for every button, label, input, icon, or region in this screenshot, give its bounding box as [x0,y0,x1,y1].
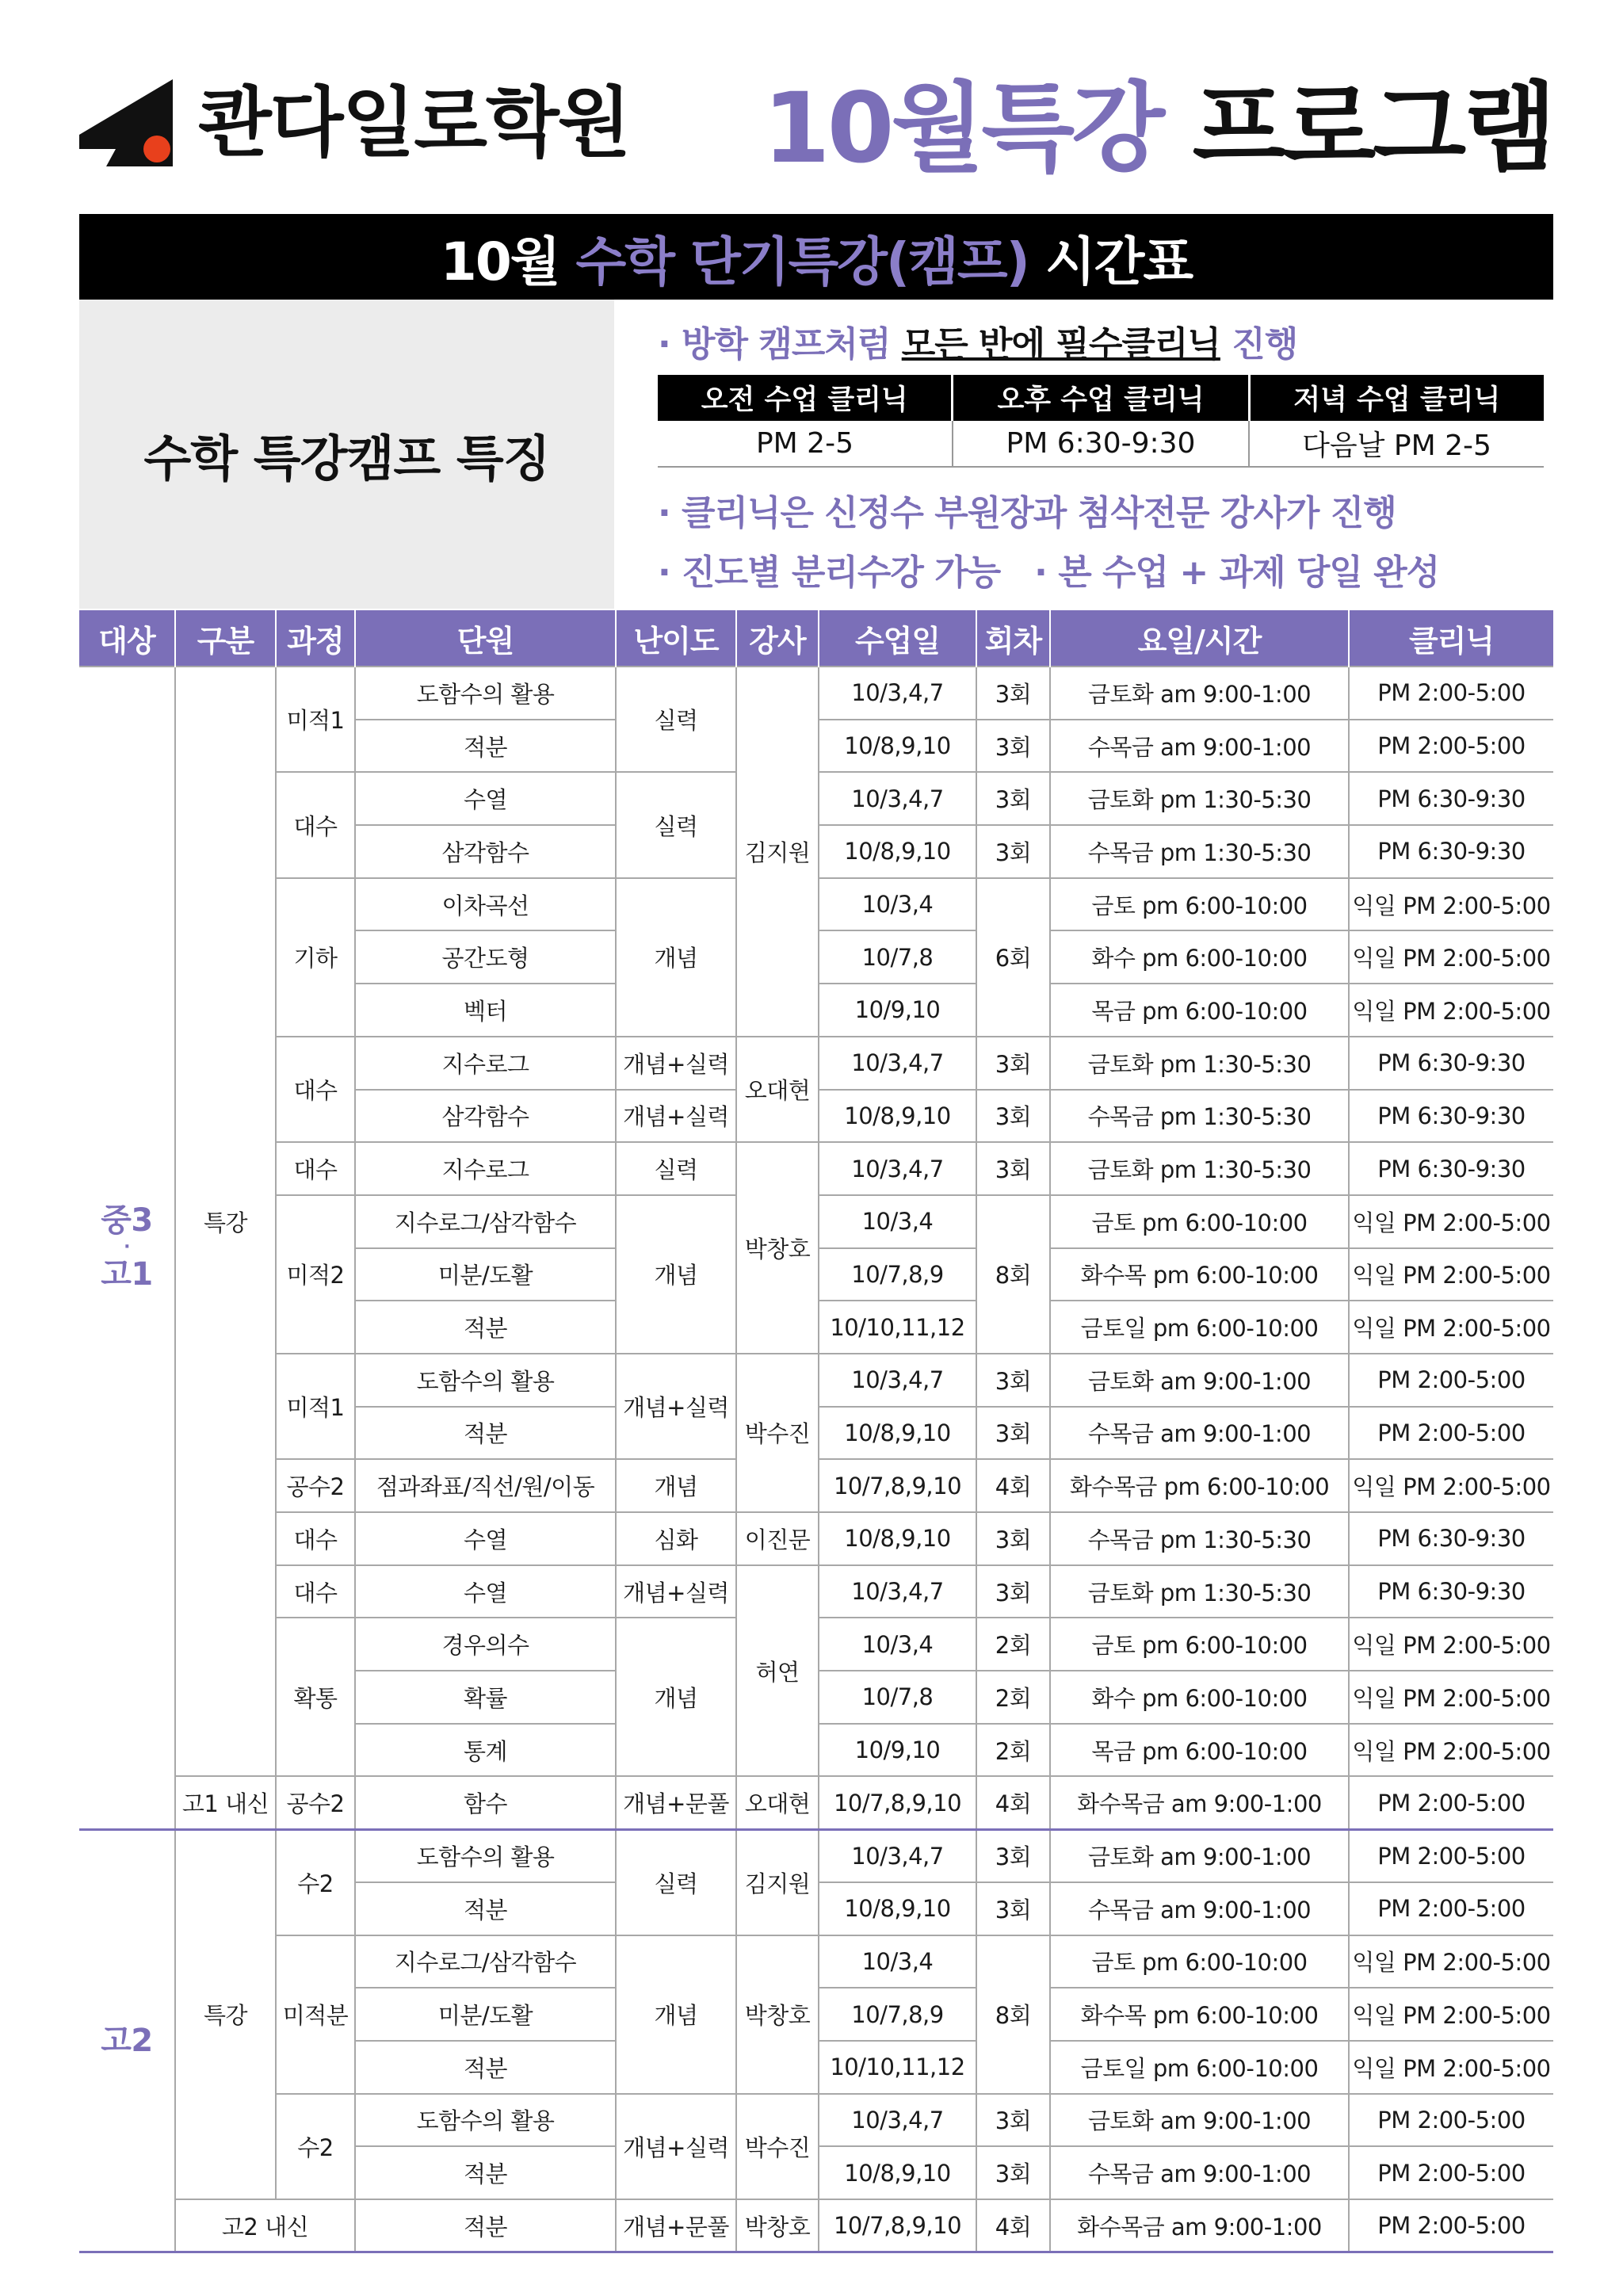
count-cell: 4회 [976,1776,1050,1829]
header-unit: 단원 [355,610,616,667]
table-row [79,1142,1553,1195]
clinic-cell: 익일 PM 2:00-5:00 [1349,1618,1553,1671]
clinic-cell: 익일 PM 2:00-5:00 [1349,1195,1553,1248]
clinic-cell: 익일 PM 2:00-5:00 [1349,1724,1553,1777]
count-cell: 2회 [976,1671,1050,1724]
unit-cell: 수열 [355,1565,616,1618]
table-row [79,1776,1553,1829]
date-cell: 10/3,4 [819,1935,976,1988]
unit-cell: 확률 [355,1671,616,1724]
bullet1-suffix: 진행 [1232,324,1298,365]
course-cell: 대수 [276,1565,355,1618]
unit-cell: 통계 [355,1724,616,1777]
unit-cell: 적분 [355,2041,616,2094]
target-middle3-high1 [79,667,175,1829]
unit-cell: 삼각함수 [355,825,616,878]
time-cell: 금토 pm 6:00-10:00 [1050,1195,1349,1248]
category-cell: 고1 내신 [175,1776,276,1829]
course-cell: 대수 [276,1512,355,1565]
clinic-value-morning: PM 2-5 [658,421,953,467]
count-cell: 8회 [976,1935,1050,2094]
date-cell: 10/8,9,10 [819,1512,976,1565]
course-cell: 기하 [276,878,355,1037]
features-heading: 수학 특강캠프 특징 [79,300,614,609]
target-dot: · [124,1237,130,1258]
unit-cell: 삼각함수 [355,1090,616,1143]
clinic-cell: PM 6:30-9:30 [1349,1090,1553,1143]
count-cell: 3회 [976,1882,1050,1935]
unit-cell: 지수로그/삼각함수 [355,1195,616,1248]
table-row [79,1037,1553,1090]
title-prefix: 10월 [440,231,559,292]
features-details [658,300,1553,609]
unit-cell: 수열 [355,772,616,825]
time-cell: 수목금 pm 1:30-5:30 [1050,1512,1349,1565]
count-cell: 3회 [976,825,1050,878]
teacher-cell: 오대현 [736,1776,819,1829]
date-cell: 10/7,8,9 [819,1248,976,1301]
time-cell: 수목금 am 9:00-1:00 [1050,2146,1349,2199]
clinic-cell: 익일 PM 2:00-5:00 [1349,984,1553,1037]
level-cell: 실력 [616,667,736,772]
header-clinic: 클리닉 [1349,610,1553,667]
unit-cell: 경우의수 [355,1618,616,1671]
target-line2: 고1 [101,1256,153,1293]
header-time: 요일/시간 [1050,610,1349,667]
time-cell: 화수목 pm 6:00-10:00 [1050,1248,1349,1301]
header-date: 수업일 [819,610,976,667]
time-cell: 화수 pm 6:00-10:00 [1050,930,1349,984]
teacher-cell: 이진문 [736,1512,819,1565]
clinic-cell: 익일 PM 2:00-5:00 [1349,1935,1553,1988]
clinic-header-evening: 저녁 수업 클리닉 [1249,375,1544,421]
count-cell: 4회 [976,1459,1050,1512]
clinic-cell: PM 2:00-5:00 [1349,2094,1553,2147]
title-suffix: 시간표 [1044,231,1193,292]
date-cell: 10/8,9,10 [819,1090,976,1143]
clinic-cell: PM 2:00-5:00 [1349,2199,1553,2252]
date-cell: 10/7,8,9,10 [819,2199,976,2252]
date-cell: 10/3,4 [819,1195,976,1248]
clinic-cell: 익일 PM 2:00-5:00 [1349,2041,1553,2094]
date-cell: 10/7,8,9 [819,1988,976,2041]
category-cell: 특강 [175,1829,276,2199]
program-title-rest: 프로그램 [1192,72,1553,185]
clinic-cell: PM 2:00-5:00 [1349,667,1553,720]
time-cell: 금토 pm 6:00-10:00 [1050,878,1349,931]
course-cell: 수2 [276,1829,355,1935]
count-cell: 3회 [976,720,1050,773]
level-cell: 개념+실력 [616,1090,736,1143]
clinic-cell: 익일 PM 2:00-5:00 [1349,930,1553,984]
time-cell: 목금 pm 6:00-10:00 [1050,984,1349,1037]
level-cell: 개념 [616,878,736,1037]
clinic-cell: 익일 PM 2:00-5:00 [1349,1459,1553,1512]
table-row [79,1565,1553,1618]
date-cell: 10/10,11,12 [819,2041,976,2094]
unit-cell: 도함수의 활용 [355,1354,616,1407]
time-cell: 금토화 am 9:00-1:00 [1050,1829,1349,1882]
count-cell: 3회 [976,772,1050,825]
clinic-cell: PM 2:00-5:00 [1349,1776,1553,1829]
level-cell: 개념+실력 [616,1565,736,1618]
clinic-cell: PM 2:00-5:00 [1349,1354,1553,1407]
unit-cell: 점과좌표/직선/원/이동 [355,1459,616,1512]
count-cell: 3회 [976,1512,1050,1565]
level-cell: 심화 [616,1512,736,1565]
time-cell: 금토화 am 9:00-1:00 [1050,1354,1349,1407]
table-row [79,1829,1553,1882]
level-cell: 실력 [616,1829,736,1935]
count-cell: 3회 [976,1142,1050,1195]
date-cell: 10/8,9,10 [819,2146,976,2199]
unit-cell: 미분/도활 [355,1988,616,2041]
date-cell: 10/9,10 [819,1724,976,1777]
teacher-cell: 오대현 [736,1037,819,1142]
clinic-cell: PM 6:30-9:30 [1349,1037,1553,1090]
count-cell: 3회 [976,1407,1050,1460]
category-cell: 고2 내신 [175,2199,355,2252]
category-cell: 특강 [175,667,276,1776]
teacher-cell: 김지원 [736,1829,819,1935]
unit-cell: 지수로그/삼각함수 [355,1935,616,1988]
table-row [79,1512,1553,1565]
teacher-cell: 허연 [736,1565,819,1777]
date-cell: 10/3,4,7 [819,1037,976,1090]
date-cell: 10/3,4,7 [819,1354,976,1407]
time-cell: 금토 pm 6:00-10:00 [1050,1935,1349,1988]
course-cell: 공수2 [276,1459,355,1512]
schedule-table [79,610,1553,2253]
time-cell: 금토화 pm 1:30-5:30 [1050,1142,1349,1195]
program-title [762,72,1553,185]
unit-cell: 적분 [355,1301,616,1354]
teacher-cell: 김지원 [736,667,819,1037]
unit-cell: 도함수의 활용 [355,2094,616,2147]
date-cell: 10/8,9,10 [819,825,976,878]
time-cell: 화수목금 pm 6:00-10:00 [1050,1459,1349,1512]
clinic-cell: PM 6:30-9:30 [1349,1512,1553,1565]
date-cell: 10/7,8,9,10 [819,1459,976,1512]
target-high2: 고2 [79,1829,175,2252]
clinic-time-table [658,375,1544,468]
level-cell: 개념+실력 [616,1037,736,1090]
teacher-cell: 박수진 [736,1354,819,1512]
count-cell: 2회 [976,1724,1050,1777]
clinic-cell: PM 2:00-5:00 [1349,2146,1553,2199]
teacher-cell: 박수진 [736,2094,819,2199]
title-accent: 수학 단기특강(캠프) [575,231,1029,292]
level-cell: 개념+실력 [616,1354,736,1459]
clinic-cell: PM 2:00-5:00 [1349,720,1553,773]
time-cell: 금토 pm 6:00-10:00 [1050,1618,1349,1671]
unit-cell: 함수 [355,1776,616,1829]
level-cell: 개념 [616,1935,736,2094]
table-row [79,2094,1553,2147]
course-cell: 대수 [276,1037,355,1142]
clinic-cell: 익일 PM 2:00-5:00 [1349,878,1553,931]
header-teacher: 강사 [736,610,819,667]
header-category: 구분 [175,610,276,667]
teacher-cell: 박창호 [736,1142,819,1354]
header-level: 난이도 [616,610,736,667]
unit-cell: 적분 [355,720,616,773]
time-cell: 금토일 pm 6:00-10:00 [1050,2041,1349,2094]
clinic-header-afternoon: 오후 수업 클리닉 [953,375,1249,421]
bullet1-prefix: · 방학 캠프처럼 [658,324,891,365]
level-cell: 개념 [616,1459,736,1512]
time-cell: 수목금 pm 1:30-5:30 [1050,825,1349,878]
header-target: 대상 [79,610,175,667]
date-cell: 10/7,8 [819,1671,976,1724]
time-cell: 금토화 am 9:00-1:00 [1050,667,1349,720]
level-cell: 개념+문풀 [616,1776,736,1829]
course-cell: 확통 [276,1618,355,1776]
unit-cell: 공간도형 [355,930,616,984]
time-cell: 화수 pm 6:00-10:00 [1050,1671,1349,1724]
time-cell: 화수목금 am 9:00-1:00 [1050,2199,1349,2252]
date-cell: 10/3,4,7 [819,1829,976,1882]
count-cell: 8회 [976,1195,1050,1354]
unit-cell: 지수로그 [355,1142,616,1195]
target-line1: 중3 [101,1202,153,1240]
page-header [79,72,1553,185]
unit-cell: 적분 [355,2146,616,2199]
level-cell: 개념 [616,1618,736,1776]
feature-bullet-3: · 진도별 분리수강 가능 · 본 수업 + 과제 당일 완성 [658,552,1440,593]
date-cell: 10/3,4,7 [819,2094,976,2147]
date-cell: 10/3,4,7 [819,772,976,825]
count-cell: 3회 [976,1829,1050,1882]
level-cell: 개념+실력 [616,2094,736,2199]
course-cell: 미적2 [276,1195,355,1354]
header-course: 과정 [276,610,355,667]
header-count: 회차 [976,610,1050,667]
course-cell: 대수 [276,772,355,877]
table-row [79,1354,1553,1407]
time-cell: 수목금 am 9:00-1:00 [1050,1882,1349,1935]
level-cell: 개념+문풀 [616,2199,736,2252]
date-cell: 10/3,4,7 [819,667,976,720]
level-cell: 실력 [616,772,736,877]
level-cell: 개념 [616,1195,736,1354]
table-row [79,1935,1553,1988]
count-cell: 6회 [976,878,1050,1037]
time-cell: 금토화 pm 1:30-5:30 [1050,1037,1349,1090]
unit-cell: 적분 [355,2199,616,2252]
count-cell: 3회 [976,1565,1050,1618]
count-cell: 3회 [976,1090,1050,1143]
date-cell: 10/8,9,10 [819,720,976,773]
count-cell: 3회 [976,667,1050,720]
clinic-header-morning: 오전 수업 클리닉 [658,375,953,421]
date-cell: 10/7,8,9,10 [819,1776,976,1829]
count-cell: 3회 [976,2094,1050,2147]
count-cell: 2회 [976,1618,1050,1671]
date-cell: 10/3,4 [819,878,976,931]
date-cell: 10/7,8 [819,930,976,984]
time-cell: 화수목 pm 6:00-10:00 [1050,1988,1349,2041]
timetable-title-bar [79,214,1553,300]
clinic-cell: PM 6:30-9:30 [1349,772,1553,825]
time-cell: 수목금 am 9:00-1:00 [1050,720,1349,773]
clinic-value-evening: 다음날 PM 2-5 [1249,421,1544,467]
unit-cell: 도함수의 활용 [355,667,616,720]
clinic-cell: PM 2:00-5:00 [1349,1882,1553,1935]
date-cell: 10/3,4,7 [819,1565,976,1618]
course-cell: 미적분 [276,1935,355,2094]
table-row [79,667,1553,720]
clinic-cell: PM 2:00-5:00 [1349,1407,1553,1460]
date-cell: 10/3,4,7 [819,1142,976,1195]
clinic-cell: PM 6:30-9:30 [1349,1142,1553,1195]
time-cell: 금토화 am 9:00-1:00 [1050,2094,1349,2147]
clinic-value-afternoon: PM 6:30-9:30 [953,421,1249,467]
unit-cell: 이차곡선 [355,878,616,931]
clinic-cell: 익일 PM 2:00-5:00 [1349,1301,1553,1354]
unit-cell: 수열 [355,1512,616,1565]
program-title-accent: 10월특강 [762,72,1163,185]
unit-cell: 적분 [355,1882,616,1935]
course-cell: 공수2 [276,1776,355,1829]
table-row [79,2199,1553,2252]
course-cell: 미적1 [276,1354,355,1459]
time-cell: 금토화 pm 1:30-5:30 [1050,1565,1349,1618]
bullet1-emphasis: 모든 반에 필수클리닉 [901,324,1220,365]
date-cell: 10/9,10 [819,984,976,1037]
clinic-cell: 익일 PM 2:00-5:00 [1349,1988,1553,2041]
time-cell: 화수목금 am 9:00-1:00 [1050,1776,1349,1829]
feature-bullet-1 [658,315,1297,366]
date-cell: 10/8,9,10 [819,1407,976,1460]
count-cell: 3회 [976,2146,1050,2199]
unit-cell: 적분 [355,1407,616,1460]
date-cell: 10/10,11,12 [819,1301,976,1354]
clinic-cell: 익일 PM 2:00-5:00 [1349,1248,1553,1301]
count-cell: 4회 [976,2199,1050,2252]
time-cell: 수목금 am 9:00-1:00 [1050,1407,1349,1460]
unit-cell: 벡터 [355,984,616,1037]
brand-name: 콴다일로학원 [198,78,630,167]
course-cell: 대수 [276,1142,355,1195]
time-cell: 목금 pm 6:00-10:00 [1050,1724,1349,1777]
clinic-cell: 익일 PM 2:00-5:00 [1349,1671,1553,1724]
clinic-cell: PM 2:00-5:00 [1349,1829,1553,1882]
logo-icon [79,79,182,166]
clinic-cell: PM 6:30-9:30 [1349,825,1553,878]
time-cell: 금토화 pm 1:30-5:30 [1050,772,1349,825]
time-cell: 금토일 pm 6:00-10:00 [1050,1301,1349,1354]
schedule-header-row [79,610,1553,667]
unit-cell: 미분/도활 [355,1248,616,1301]
clinic-cell: PM 6:30-9:30 [1349,1565,1553,1618]
features-section [79,300,1553,609]
course-cell: 수2 [276,2094,355,2199]
level-cell: 실력 [616,1142,736,1195]
unit-cell: 도함수의 활용 [355,1829,616,1882]
time-cell: 수목금 pm 1:30-5:30 [1050,1090,1349,1143]
date-cell: 10/8,9,10 [819,1882,976,1935]
count-cell: 3회 [976,1037,1050,1090]
count-cell: 3회 [976,1354,1050,1407]
course-cell: 미적1 [276,667,355,772]
teacher-cell: 박창호 [736,1935,819,2094]
unit-cell: 지수로그 [355,1037,616,1090]
teacher-cell: 박창호 [736,2199,819,2252]
feature-bullet-2: · 클리닉은 신정수 부원장과 첨삭전문 강사가 진행 [658,493,1396,533]
date-cell: 10/3,4 [819,1618,976,1671]
